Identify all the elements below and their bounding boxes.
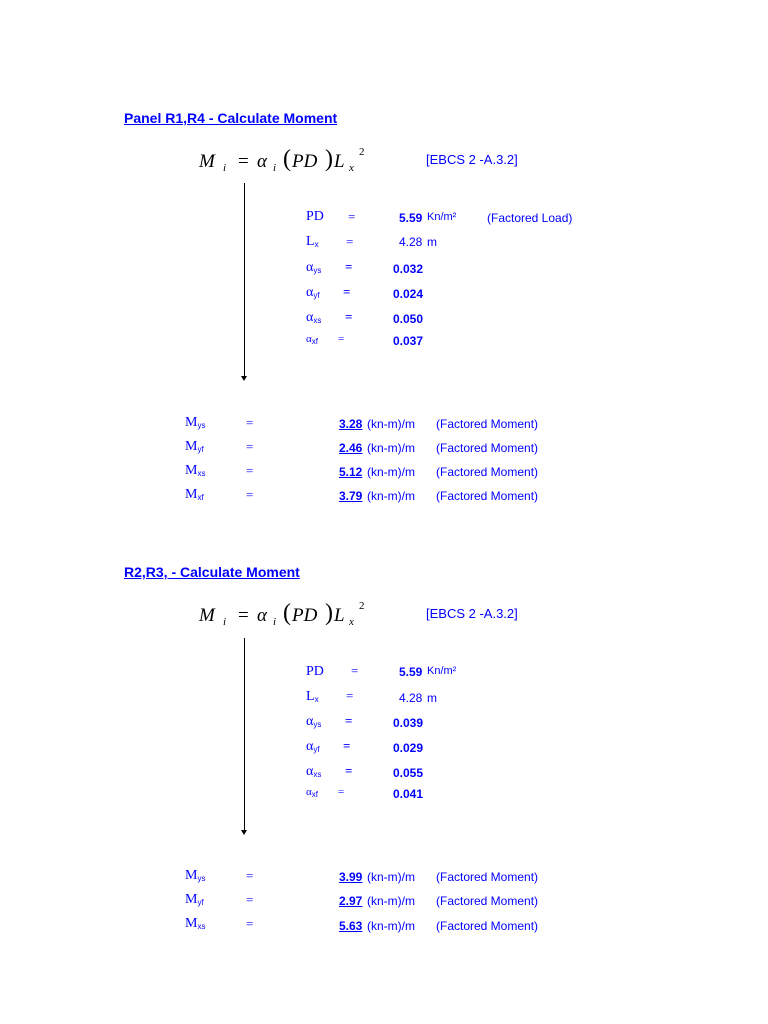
result-unit: (kn-m)/m bbox=[367, 417, 415, 431]
alpha-xf-value: 0.041 bbox=[393, 787, 424, 801]
flow-arrow-line bbox=[244, 183, 245, 377]
pd-note: (Factored Load) bbox=[487, 211, 573, 225]
section-title: R2,R3, - Calculate Moment bbox=[124, 564, 300, 580]
alpha-yf-symbol: $\alpha_{yf}$ bbox=[306, 285, 320, 300]
result-symbol: $M_{ys}$ bbox=[185, 868, 206, 883]
lx-value: 4.28 bbox=[399, 691, 423, 705]
alpha-yf-symbol: $\alpha_{yf}$ bbox=[306, 739, 320, 754]
lx-unit: m bbox=[427, 235, 437, 249]
result-note: (Factored Moment) bbox=[436, 489, 539, 503]
result-value: 3.28 bbox=[339, 417, 363, 431]
alpha-xs-symbol: $\alpha_{xs}$ bbox=[306, 764, 322, 779]
equals-sign: = bbox=[345, 763, 353, 778]
result-unit: (kn-m)/m bbox=[367, 489, 415, 503]
result-symbol: $M_{xf}$ bbox=[185, 487, 204, 502]
result-unit: (kn-m)/m bbox=[367, 441, 415, 455]
lx-symbol: $L_x$ bbox=[306, 689, 319, 704]
alpha-xs-value: 0.055 bbox=[393, 766, 424, 780]
pd-symbol: PD bbox=[306, 664, 324, 679]
result-symbol: $M_{xs}$ bbox=[185, 463, 206, 478]
lx-value: 4.28 bbox=[399, 235, 423, 249]
result-unit: (kn-m)/m bbox=[367, 870, 415, 884]
lx-symbol: $L_x$ bbox=[306, 234, 319, 249]
result-unit: (kn-m)/m bbox=[367, 894, 415, 908]
flow-arrow-line bbox=[244, 638, 245, 831]
alpha-yf-value: 0.029 bbox=[393, 741, 424, 755]
equals-sign: = bbox=[246, 892, 254, 907]
alpha-yf-value: 0.024 bbox=[393, 287, 424, 301]
equals-sign: = bbox=[338, 786, 345, 798]
equals-sign: = bbox=[246, 868, 254, 883]
result-note: (Factored Moment) bbox=[436, 417, 539, 431]
equals-sign: = bbox=[246, 415, 254, 430]
arrow-down-icon bbox=[241, 830, 247, 835]
alpha-ys-symbol: $\alpha_{ys}$ bbox=[306, 260, 322, 275]
alpha-ys-value: 0.032 bbox=[393, 262, 424, 276]
result-note: (Factored Moment) bbox=[436, 441, 539, 455]
result-note: (Factored Moment) bbox=[436, 894, 539, 908]
alpha-xf-symbol: $\alpha_{xf}$ bbox=[306, 333, 318, 346]
result-unit: (kn-m)/m bbox=[367, 919, 415, 933]
result-symbol: $M_{yf}$ bbox=[185, 892, 204, 907]
equals-sign: = bbox=[351, 663, 359, 678]
equals-sign: = bbox=[345, 259, 353, 274]
result-value: 5.12 bbox=[339, 465, 363, 479]
equals-sign: = bbox=[346, 234, 354, 249]
equals-sign: = bbox=[345, 713, 353, 728]
result-symbol: $M_{xs}$ bbox=[185, 916, 206, 931]
result-symbol: $M_{yf}$ bbox=[185, 439, 204, 454]
equals-sign: = bbox=[246, 439, 254, 454]
pd-unit: Kn/m² bbox=[427, 211, 457, 223]
result-symbol: $M_{ys}$ bbox=[185, 415, 206, 430]
result-value: 3.99 bbox=[339, 870, 363, 884]
equals-sign: = bbox=[348, 209, 356, 224]
equals-sign: = bbox=[343, 284, 351, 299]
equals-sign: = bbox=[338, 333, 345, 345]
result-value: 2.97 bbox=[339, 894, 363, 908]
pd-unit: Kn/m² bbox=[427, 665, 457, 677]
alpha-xf-symbol: $\alpha_{xf}$ bbox=[306, 786, 318, 799]
result-unit: (kn-m)/m bbox=[367, 465, 415, 479]
section-title: Panel R1,R4 - Calculate Moment bbox=[124, 110, 338, 126]
equals-sign: = bbox=[345, 309, 353, 324]
alpha-ys-value: 0.039 bbox=[393, 716, 424, 730]
result-note: (Factored Moment) bbox=[436, 465, 539, 479]
result-value: 3.79 bbox=[339, 489, 363, 503]
arrow-down-icon bbox=[241, 376, 247, 381]
equals-sign: = bbox=[346, 688, 354, 703]
reference-label: [EBCS 2 -A.3.2] bbox=[426, 606, 518, 621]
equals-sign: = bbox=[246, 487, 254, 502]
equals-sign: = bbox=[246, 463, 254, 478]
result-value: 5.63 bbox=[339, 919, 363, 933]
pd-value: 5.59 bbox=[399, 211, 423, 225]
equals-sign: = bbox=[246, 916, 254, 931]
reference-label: [EBCS 2 -A.3.2] bbox=[426, 152, 518, 167]
alpha-xs-symbol: $\alpha_{xs}$ bbox=[306, 310, 322, 325]
result-note: (Factored Moment) bbox=[436, 919, 539, 933]
alpha-xs-value: 0.050 bbox=[393, 312, 424, 326]
moment-formula: M i = α i ( PD ) L x 2 bbox=[199, 146, 365, 174]
result-value: 2.46 bbox=[339, 441, 363, 455]
pd-value: 5.59 bbox=[399, 665, 423, 679]
alpha-ys-symbol: $\alpha_{ys}$ bbox=[306, 714, 322, 729]
equals-sign: = bbox=[343, 738, 351, 753]
result-note: (Factored Moment) bbox=[436, 870, 539, 884]
pd-symbol: PD bbox=[306, 209, 324, 224]
moment-formula: M i = α i ( PD ) L x 2 bbox=[199, 600, 365, 628]
alpha-xf-value: 0.037 bbox=[393, 334, 424, 348]
lx-unit: m bbox=[427, 691, 437, 705]
